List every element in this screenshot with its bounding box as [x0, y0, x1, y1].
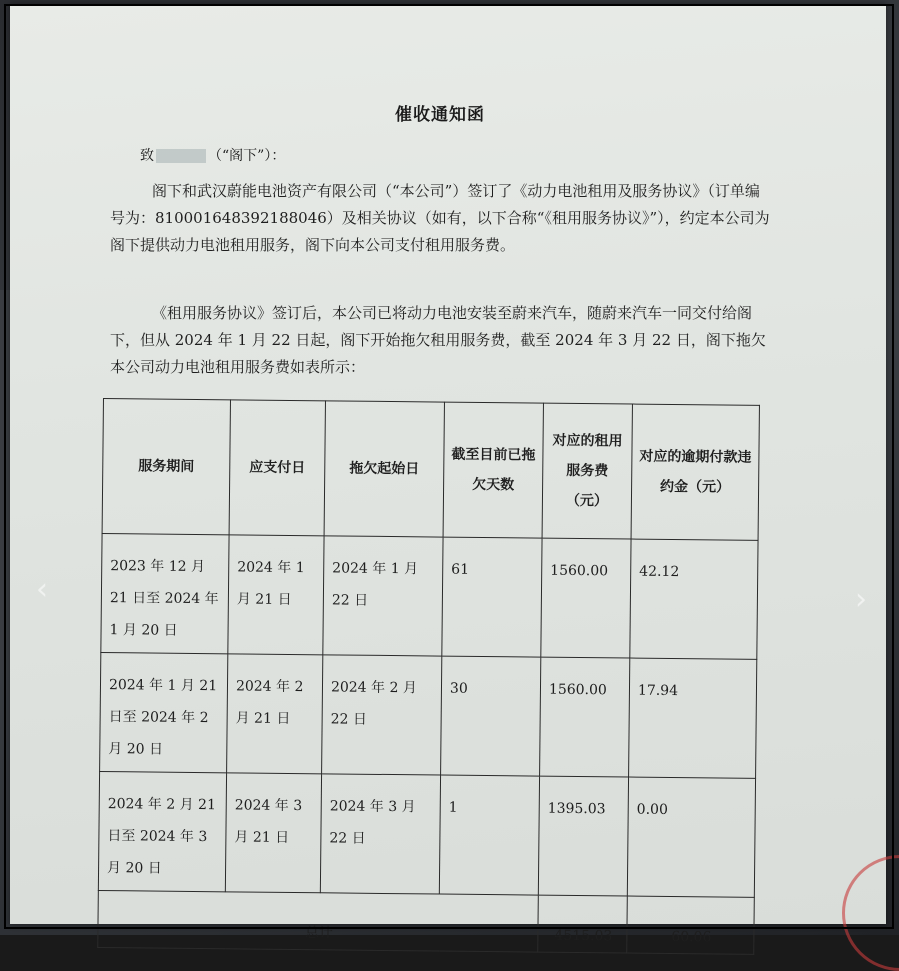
header-service-period: 服务期间: [102, 399, 230, 535]
table-row: [98, 771, 755, 897]
header-days-overdue: 截至目前已拖欠天数: [443, 402, 543, 538]
header-arrears-start: 拖欠起始日: [324, 401, 444, 537]
total-late-penalty: 60.06: [627, 896, 755, 954]
cell-days-overdue: 30: [441, 656, 541, 776]
cell-days-overdue: 61: [442, 537, 542, 657]
cell-service-period: 2023 年 12 月 21 日至 2024 年 1 月 20 日: [101, 533, 229, 653]
paragraph-agreement: 阁下和武汉蔚能电池资产有限公司（“本公司”）签订了《动力电池租用及服务协议》（订单编号为：810001648392188046）及相关协议（如有，以下合称“《租用服务协议》”），约定本公司为阁下提供动力电池租用服务，阁下向本公司支付租用服务费。: [110, 182, 770, 254]
cell-service-fee: 1560.00: [540, 657, 630, 777]
cell-arrears-start: 2024 年 3 月 22 日: [320, 774, 440, 894]
total-label: 总计: [98, 890, 539, 952]
cell-due-date: 2024 年 3 月 21 日: [225, 773, 321, 893]
cell-late-penalty: 42.12: [630, 539, 758, 659]
header-late-penalty: 对应的逾期付款违约金（元）: [631, 404, 759, 540]
cell-late-penalty: 17.94: [629, 658, 757, 778]
total-service-fee: 4515.03: [538, 895, 628, 953]
table-total-row: [98, 890, 755, 954]
salutation-prefix: 致: [140, 148, 154, 164]
cell-service-fee: 1560.00: [541, 538, 631, 658]
cell-due-date: 2024 年 1 月 21 日: [228, 535, 324, 655]
arrears-table: [97, 398, 760, 955]
table-row: [101, 533, 758, 659]
header-service-fee: 对应的租用服务费（元）: [542, 403, 632, 539]
cell-late-penalty: 0.00: [627, 777, 755, 897]
header-due-date: 应支付日: [229, 400, 325, 536]
salutation-suffix: （“阁下”）：: [208, 148, 286, 164]
cell-service-period: 2024 年 1 月 21 日至 2024 年 2 月 20 日: [100, 652, 228, 772]
table-row: [100, 652, 757, 778]
cell-service-fee: 1395.03: [538, 776, 628, 896]
cell-arrears-start: 2024 年 1 月 22 日: [323, 536, 443, 656]
cell-due-date: 2024 年 2 月 21 日: [227, 654, 323, 774]
notice-title: 催收通知函: [395, 105, 485, 125]
paragraph-arrears: 《租用服务协议》签订后，本公司已将动力电池安装至蔚来汽车，随蔚来汽车一同交付给阁下，但从 2024 年 1 月 22 日起，阁下开始拖欠租用服务费，截至 2024 年 3 月 22 日，阁下拖欠本公司动力电池租用服务费如表所示：: [110, 304, 766, 376]
cell-days-overdue: 1: [439, 775, 539, 895]
salutation: [140, 145, 285, 165]
chevron-right-icon[interactable]: ›: [855, 582, 867, 617]
redacted-name: [156, 149, 206, 163]
chevron-left-icon[interactable]: ‹: [36, 572, 48, 607]
cell-arrears-start: 2024 年 2 月 22 日: [322, 655, 442, 775]
table-header-row: [102, 399, 759, 541]
cell-service-period: 2024 年 2 月 21 日至 2024 年 3 月 20 日: [98, 771, 226, 891]
